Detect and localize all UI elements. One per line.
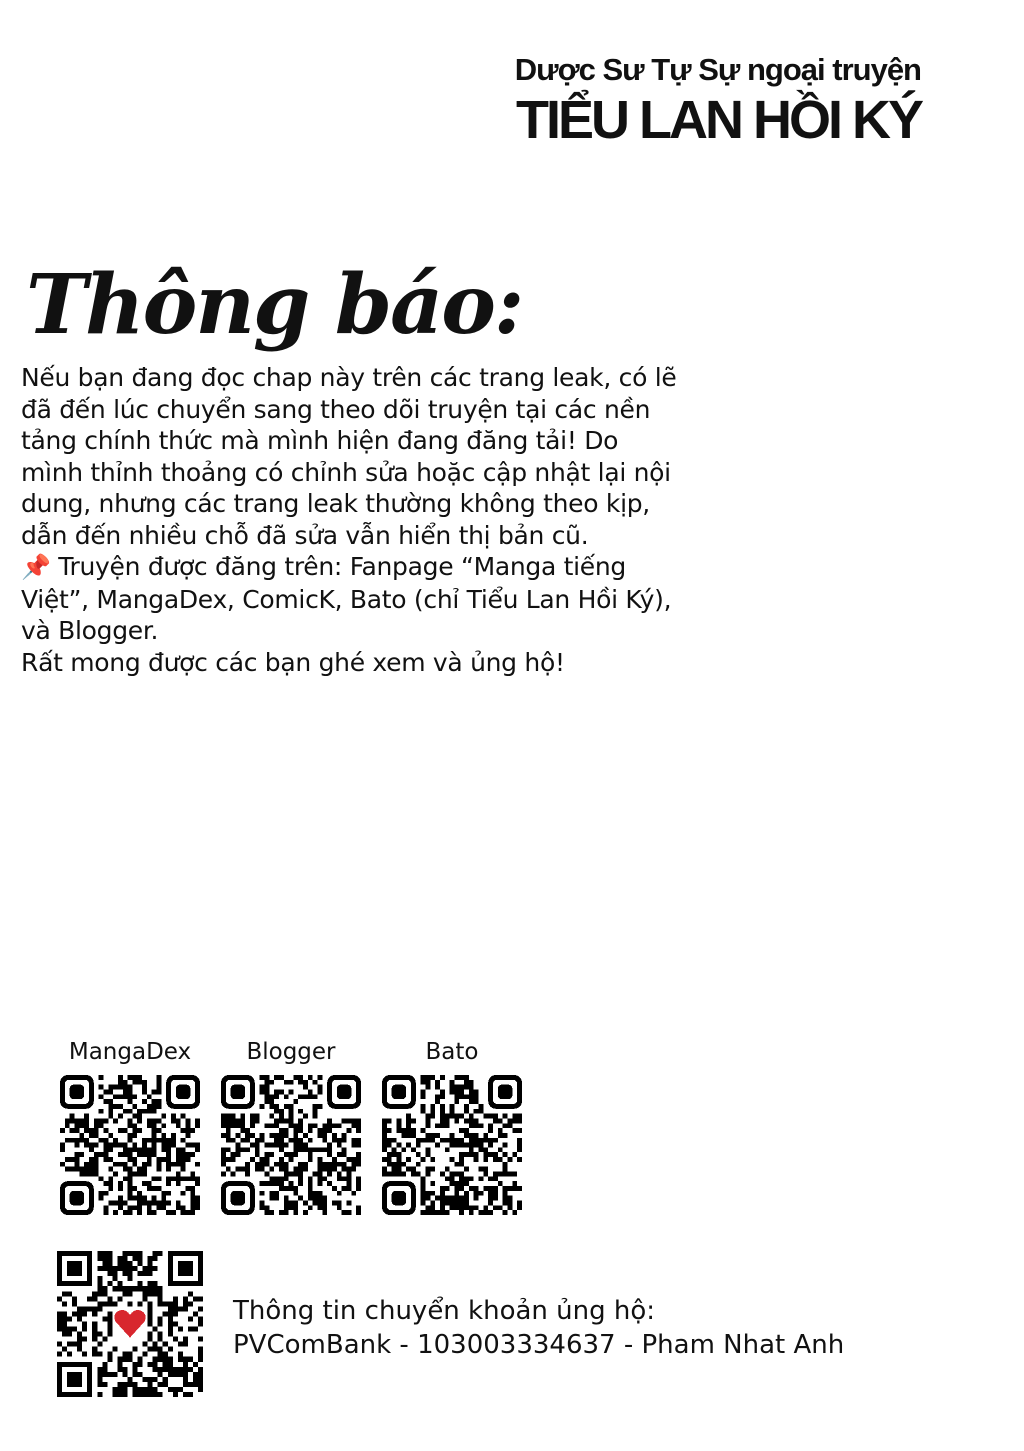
- series-subtitle: Dược Sư Tự Sự ngoại truyện: [514, 52, 921, 87]
- notice-paragraph-2: [21, 551, 681, 647]
- qr-code-row: [60, 1036, 522, 1215]
- mangadex-qr-code[interactable]: [60, 1075, 200, 1215]
- notice-body: [21, 362, 681, 678]
- qr-label-blogger: Blogger: [246, 1039, 336, 1065]
- pushpin-icon: 📌: [21, 553, 51, 581]
- notice-paragraph-1: Nếu bạn đang đọc chap này trên các trang leak, có lẽ đã đến lúc chuyển sang theo dõi truyện tại các nền tảng chính thức mà mình hiện đang đăng tải! Do mình thỉnh thoảng có chỉnh sửa hoặc cập nhật lại nội dung, nhưng các trang leak thường không theo kịp, dẫn đến nhiều chỗ đã sửa vẫn hiển thị bản cũ.: [21, 363, 677, 550]
- bank-info-label: Thông tin chuyển khoản ủng hộ:: [233, 1296, 656, 1326]
- blogger-qr-code[interactable]: [221, 1075, 361, 1215]
- notice-paragraph-3: Rất mong được các bạn ghé xem và ủng hộ!: [21, 647, 565, 677]
- bank-qr-code[interactable]: [57, 1251, 203, 1397]
- qr-block-mangadex: [60, 1036, 200, 1215]
- qr-label-mangadex: MangaDex: [68, 1039, 192, 1065]
- series-title: TIỂU LAN HỒI KÝ: [515, 90, 921, 150]
- bank-account-details: PVComBank - 103003334637 - Pham Nhat Anh: [233, 1330, 845, 1360]
- qr-label-bato: Bato: [425, 1039, 479, 1065]
- bank-info: [233, 1294, 844, 1362]
- header: [515, 50, 921, 150]
- notice-title: Thông báo:: [26, 257, 523, 353]
- bato-qr-code[interactable]: [382, 1075, 522, 1215]
- qr-block-blogger: [221, 1036, 361, 1215]
- bank-transfer-qr[interactable]: [57, 1251, 203, 1397]
- qr-block-bato: [382, 1036, 522, 1215]
- notice-platforms-text: Truyện được đăng trên: Fanpage “Manga tiếng Việt”, MangaDex, ComicK, Bato (chỉ Tiểu Lan Hồi Ký), và Blogger.: [21, 552, 672, 645]
